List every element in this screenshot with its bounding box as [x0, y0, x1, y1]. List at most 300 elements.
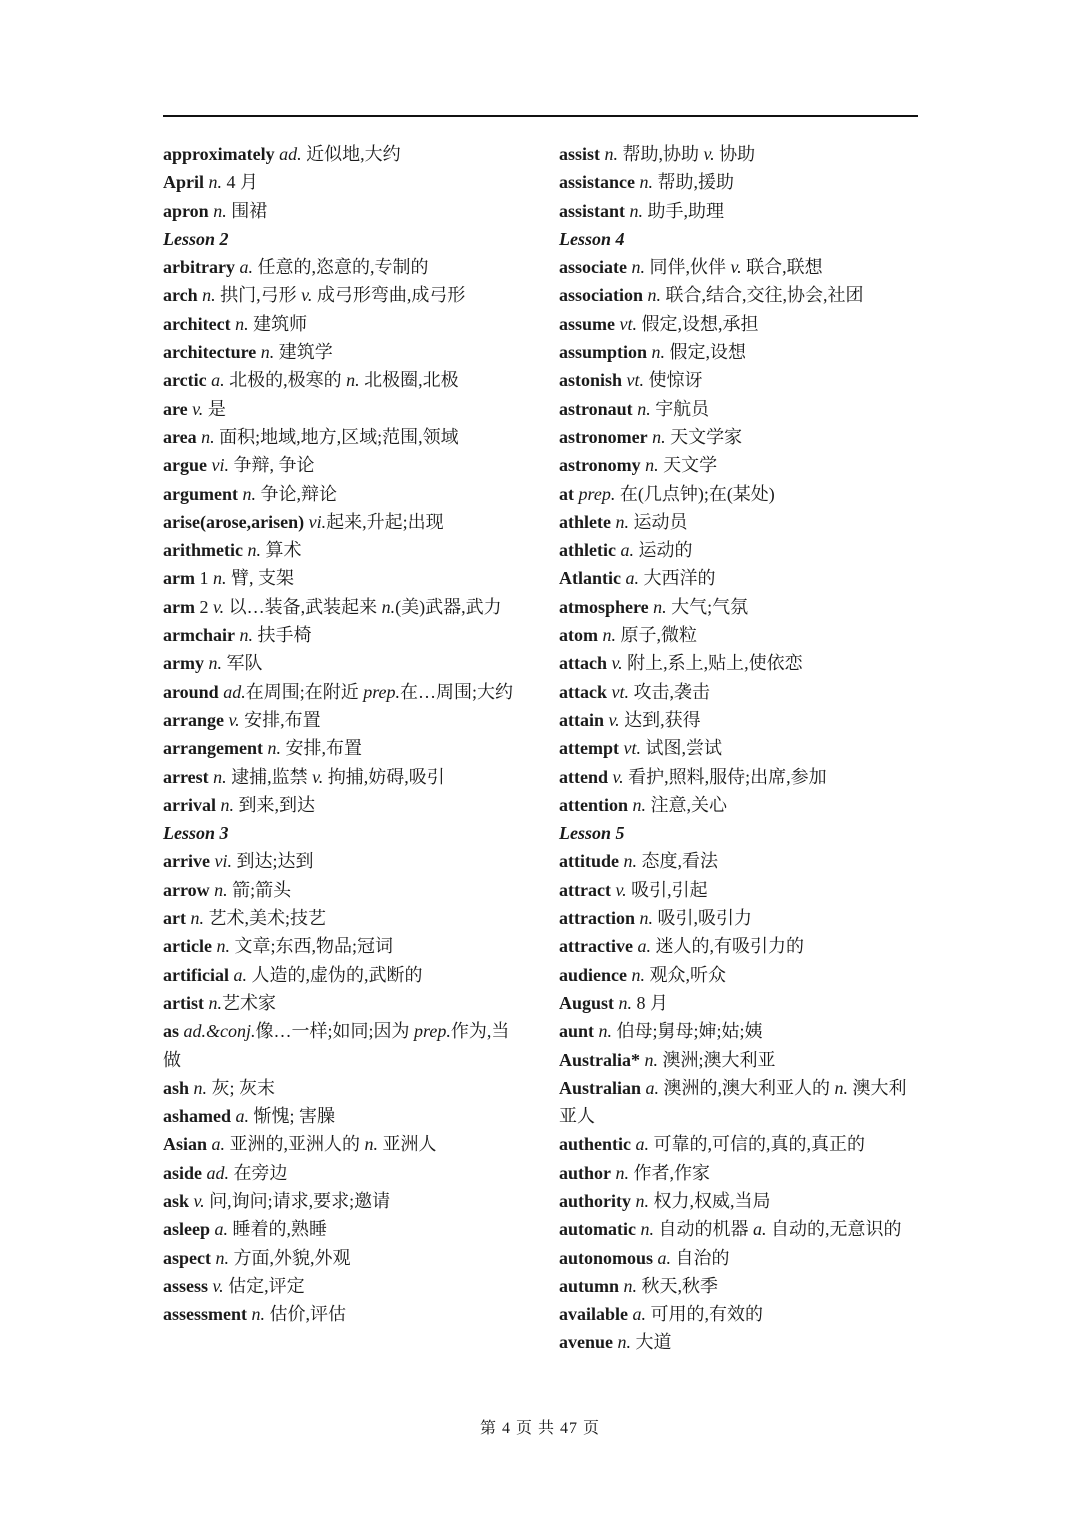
- lesson-heading: Lesson 3: [163, 823, 229, 844]
- definition: 估价,评估: [265, 1304, 346, 1325]
- definition: 使惊讶: [644, 370, 703, 391]
- vocab-entry: [559, 678, 919, 706]
- vocab-entry: [163, 706, 523, 734]
- part-of-speech: v.: [301, 285, 313, 306]
- vocab-entry: [559, 621, 919, 649]
- part-of-speech: n.: [193, 1077, 208, 1098]
- vocab-entry: [559, 451, 919, 479]
- definition: 以…装备,武装起来: [224, 596, 382, 617]
- vocab-entry: [559, 876, 919, 904]
- part-of-speech: n.: [214, 879, 228, 900]
- part-of-speech: n.: [618, 992, 633, 1013]
- entry-word: athletic: [559, 540, 616, 561]
- definition: 算术: [260, 540, 302, 561]
- entry-word: April: [163, 172, 205, 193]
- definition: 像…一样;如同;因为: [255, 1021, 415, 1042]
- vocab-entry: [559, 1187, 919, 1215]
- definition: 4 月: [222, 172, 259, 193]
- definition: 协助: [714, 144, 756, 164]
- vocab-entry: [163, 876, 523, 904]
- vocab-entry: [163, 1244, 523, 1272]
- entry-word: associate: [559, 257, 627, 278]
- definition: 逮捕,监禁: [226, 766, 313, 787]
- entry-word: argue: [163, 455, 207, 476]
- definition: 假定,设想: [665, 342, 747, 363]
- definition: 澳大利亚人: [559, 1077, 907, 1127]
- definition: 安排,布置: [239, 709, 321, 730]
- part-of-speech: a.: [632, 1304, 647, 1325]
- vocab-entry: [163, 791, 523, 819]
- part-of-speech: prep.: [578, 483, 616, 504]
- definition: 艺术家: [221, 992, 276, 1013]
- definition: 注意,关心: [646, 794, 727, 815]
- definition: 可靠的,可信的,真的,真正的: [649, 1134, 865, 1155]
- vocab-entry: [163, 1159, 523, 1187]
- vocab-entry: [163, 395, 523, 423]
- lesson-heading: Lesson 5: [559, 823, 625, 844]
- entry-word: avenue: [559, 1332, 613, 1353]
- vocab-entry: [163, 338, 523, 366]
- part-of-speech: n.: [623, 851, 637, 872]
- entry-word: assist: [559, 144, 601, 164]
- entry-word: ash: [163, 1077, 190, 1098]
- entry-word: assume: [559, 313, 616, 334]
- definition: 面积;地域,地方,区域;范围,领域: [214, 426, 459, 447]
- definition: 在旁边: [229, 1162, 288, 1183]
- entry-word: attitude: [559, 851, 619, 872]
- vocab-entry: [163, 1130, 523, 1158]
- definition: 在周围;在附近: [245, 681, 364, 702]
- part-of-speech: vt.: [626, 370, 645, 391]
- vocab-entry: [163, 678, 523, 706]
- definition: 联合,联想: [741, 257, 823, 278]
- vocab-entry: [559, 140, 919, 168]
- part-of-speech: n.: [213, 200, 227, 221]
- entry-word: Australian: [559, 1077, 642, 1098]
- part-of-speech: vi.: [211, 455, 229, 476]
- definition: 秋天,秋季: [637, 1275, 719, 1296]
- entry-word: assess: [163, 1275, 209, 1296]
- definition: 自动的机器: [653, 1219, 753, 1240]
- definition: 联合,结合,交往,协会,社团: [661, 285, 864, 306]
- vocab-entry: [559, 593, 919, 621]
- vocab-entry: [559, 1215, 919, 1243]
- entry-word: Australia*: [559, 1049, 640, 1070]
- part-of-speech: n.: [208, 992, 222, 1013]
- entry-word: armchair: [163, 625, 235, 646]
- entry-word: astronaut: [559, 398, 633, 419]
- entry-word: assistance: [559, 172, 635, 193]
- part-of-speech: n.: [208, 653, 222, 674]
- entry-word: audience: [559, 964, 628, 985]
- vocab-entry: [163, 847, 523, 875]
- vocab-entry: [163, 197, 523, 225]
- definition: 任意的,恣意的,专制的: [252, 257, 429, 278]
- vocab-entry: [163, 281, 523, 309]
- entry-word: arm: [163, 596, 195, 617]
- part-of-speech: n.: [631, 964, 646, 985]
- vocab-entry: [559, 1046, 919, 1074]
- part-of-speech: n.: [212, 568, 227, 589]
- definition: 问,询问;请求,要求;邀请: [204, 1190, 391, 1211]
- part-of-speech: a.: [637, 936, 651, 957]
- definition: 运动员: [628, 511, 688, 532]
- entry-word: arrest: [163, 766, 209, 787]
- definition: 是: [203, 398, 226, 419]
- definition: 迷人的,有吸引力的: [650, 936, 804, 957]
- entry-word: astonish: [559, 370, 623, 391]
- definition: 在…周围;大约: [400, 681, 514, 702]
- entry-word: ashamed: [163, 1106, 232, 1127]
- vocab-entry: [163, 593, 523, 621]
- definition: 8 月: [632, 992, 669, 1013]
- definition: 攻击,袭击: [629, 681, 710, 702]
- definition: 原子,微粒: [616, 625, 697, 646]
- vocab-entry: [559, 310, 919, 338]
- definition: 澳洲;澳大利亚: [658, 1049, 776, 1070]
- vocab-entry: [559, 168, 919, 196]
- part-of-speech: vt.: [619, 313, 638, 334]
- part-of-speech: a.: [239, 257, 253, 278]
- definition: 2: [199, 596, 213, 617]
- part-of-speech: n.: [242, 483, 256, 504]
- definition: 估定,评定: [223, 1275, 305, 1296]
- part-of-speech: n.: [251, 1304, 265, 1325]
- part-of-speech: n.: [834, 1077, 849, 1098]
- vocab-entry: [559, 395, 919, 423]
- lesson-heading: Lesson 2: [163, 228, 229, 249]
- vocab-entry: [163, 1102, 523, 1130]
- vocab-entry: [163, 734, 523, 762]
- definition: 北极的,极寒的: [224, 370, 347, 391]
- entry-word: art: [163, 908, 186, 929]
- definition: 达到,获得: [619, 709, 701, 730]
- vocab-entry: [163, 508, 523, 536]
- vocab-entry: [559, 1328, 919, 1356]
- definition: 可用的,有效的: [646, 1304, 764, 1325]
- part-of-speech: v.: [228, 709, 240, 730]
- vocab-entry: [163, 989, 523, 1017]
- definition: 建筑师: [248, 313, 308, 334]
- right-column: [559, 140, 919, 1357]
- part-of-speech: a.: [211, 370, 225, 391]
- part-of-speech: ad.: [223, 681, 246, 702]
- vocab-entry: [163, 423, 523, 451]
- part-of-speech: a.: [657, 1247, 672, 1268]
- vocab-entry: [559, 480, 919, 508]
- entry-word: Atlantic: [559, 568, 621, 589]
- definition: 附上,系上,贴上,使依恋: [622, 653, 803, 674]
- part-of-speech: v.: [612, 766, 624, 787]
- entry-word: arch: [163, 285, 198, 306]
- definition: 人造的,虚伪的,武断的: [246, 964, 423, 985]
- definition: 帮助,协助: [618, 144, 704, 164]
- vocab-entry: [559, 961, 919, 989]
- definition: 拘捕,妨碍,吸引: [323, 766, 445, 787]
- entry-word: apron: [163, 200, 209, 221]
- entry-word: autonomous: [559, 1247, 654, 1268]
- entry-word: arm: [163, 568, 195, 589]
- entry-word: arrange: [163, 709, 224, 730]
- vocab-entry: [163, 621, 523, 649]
- part-of-speech: n.: [202, 285, 216, 306]
- entry-word: August: [559, 992, 615, 1013]
- entry-word: atom: [559, 625, 598, 646]
- definition: 到达;达到: [231, 851, 314, 872]
- part-of-speech: v.: [192, 398, 204, 419]
- part-of-speech: n.: [615, 511, 629, 532]
- entry-word: assumption: [559, 342, 648, 363]
- entry-word: arrangement: [163, 738, 263, 759]
- vocab-entry: [559, 791, 919, 819]
- entry-word: astronomy: [559, 455, 641, 476]
- vocab-entry: [163, 253, 523, 281]
- definition: 权力,权威,当局: [649, 1190, 771, 1211]
- entry-word: arctic: [163, 370, 207, 391]
- part-of-speech: n.: [215, 1247, 229, 1268]
- vocab-entry: [163, 310, 523, 338]
- part-of-speech: v.: [312, 766, 324, 787]
- part-of-speech: n.: [267, 738, 281, 759]
- vocab-entry: [559, 253, 919, 281]
- entry-word: Asian: [163, 1134, 208, 1155]
- entry-word: attach: [559, 653, 607, 674]
- vocab-entry: [163, 1272, 523, 1300]
- entry-word: attain: [559, 709, 604, 730]
- vocab-entry: [559, 564, 919, 592]
- entry-word: astronomer: [559, 426, 648, 447]
- part-of-speech: n.: [635, 1190, 649, 1211]
- part-of-speech: n.: [260, 342, 275, 363]
- part-of-speech: n.: [617, 1332, 631, 1353]
- definition: 臂, 支架: [226, 568, 294, 589]
- part-of-speech: a.: [620, 540, 634, 561]
- vocab-entry: [559, 763, 919, 791]
- definition: 吸引,引起: [626, 879, 708, 900]
- definition: 帮助,援助: [653, 172, 734, 193]
- vocab-entry: [559, 649, 919, 677]
- entry-word: arrival: [163, 794, 216, 815]
- definition: (美)武器,武力: [395, 596, 502, 617]
- entry-word: attract: [559, 879, 611, 900]
- vocab-entry: [559, 904, 919, 932]
- part-of-speech: n.: [632, 794, 646, 815]
- definition: 争论,辩论: [256, 483, 337, 504]
- definition: 睡着的,熟睡: [228, 1219, 327, 1240]
- definition: 伯母;舅母;婶;姑;姨: [612, 1021, 763, 1042]
- entry-word: aspect: [163, 1247, 211, 1268]
- part-of-speech: v.: [212, 596, 225, 617]
- entry-word: artist: [163, 992, 204, 1013]
- entry-word: automatic: [559, 1219, 636, 1240]
- vocab-entry: [559, 508, 919, 536]
- vocab-entry: [163, 366, 523, 394]
- part-of-speech: v.: [615, 879, 627, 900]
- part-of-speech: ad.: [206, 1162, 230, 1183]
- entry-word: aside: [163, 1162, 203, 1183]
- vocab-entry: [559, 734, 919, 762]
- part-of-speech: ad.&conj.: [183, 1021, 256, 1042]
- definition: 试图,尝试: [640, 738, 722, 759]
- vocab-entry: [163, 763, 523, 791]
- definition: 1: [199, 568, 213, 589]
- definition: 争辩, 争论: [229, 455, 315, 476]
- entry-word: attack: [559, 681, 607, 702]
- entry-word: ask: [163, 1190, 190, 1211]
- part-of-speech: n.: [239, 625, 253, 646]
- vocab-entry: [163, 904, 523, 932]
- definition: 建筑学: [274, 342, 333, 363]
- definition: 澳洲的,澳大利亚人的: [659, 1077, 835, 1098]
- vocab-entry: [163, 564, 523, 592]
- vocab-entry: [559, 1272, 919, 1300]
- vocab-entry: [163, 932, 523, 960]
- part-of-speech: v.: [608, 709, 620, 730]
- definition: 惭愧; 害臊: [249, 1106, 336, 1127]
- entry-word: at: [559, 483, 574, 504]
- entry-word: authority: [559, 1190, 631, 1211]
- entry-word: arrow: [163, 879, 210, 900]
- part-of-speech: vi.: [308, 511, 327, 532]
- definition: 近似地,大约: [301, 144, 401, 164]
- definition: 观众,听众: [645, 964, 727, 985]
- part-of-speech: n.: [647, 285, 662, 306]
- part-of-speech: n.: [216, 936, 230, 957]
- definition: 围裙: [226, 200, 268, 221]
- definition: 北极圈,北极: [359, 370, 459, 391]
- vocab-entry: [559, 1159, 919, 1187]
- part-of-speech: vi.: [214, 851, 232, 872]
- definition: 看护,照料,服侍;出席,参加: [623, 766, 827, 787]
- definition: 亚洲人: [378, 1134, 437, 1155]
- entry-word: assistant: [559, 200, 626, 221]
- vocab-entry: [559, 1244, 919, 1272]
- entry-word: architect: [163, 313, 231, 334]
- definition: 吸引,吸引力: [652, 908, 752, 929]
- vocab-entry: [559, 423, 919, 451]
- vocab-entry: [559, 847, 919, 875]
- vocab-entry: [559, 1300, 919, 1328]
- part-of-speech: prep.: [414, 1021, 451, 1042]
- vocab-entry: [163, 480, 523, 508]
- part-of-speech: n.: [602, 625, 616, 646]
- part-of-speech: a.: [752, 1219, 767, 1240]
- definition: 方面,外貌,外观: [229, 1247, 351, 1268]
- vocab-entry: [559, 197, 919, 225]
- definition: 助手,助理: [643, 200, 725, 221]
- vocab-entry: [163, 649, 523, 677]
- entry-word: arithmetic: [163, 540, 243, 561]
- definition: 安排,布置: [280, 738, 362, 759]
- definition: 大道: [631, 1332, 672, 1353]
- vocab-entry: [559, 281, 919, 309]
- vocab-entry: [559, 1017, 919, 1045]
- definition: 起来,升起;出现: [326, 511, 444, 532]
- definition: 同伴,伙伴: [644, 257, 731, 278]
- part-of-speech: n.: [644, 1049, 658, 1070]
- vocab-entry: [163, 1017, 523, 1074]
- definition: 大气;气氛: [666, 596, 749, 617]
- part-of-speech: v.: [212, 1275, 224, 1296]
- part-of-speech: n.: [247, 540, 261, 561]
- part-of-speech: n.: [631, 257, 645, 278]
- definition: 作者,作家: [629, 1162, 711, 1183]
- entry-word: attraction: [559, 908, 635, 929]
- definition: 文章;东西,物品;冠词: [229, 936, 393, 957]
- vocab-entry: [163, 1074, 523, 1102]
- part-of-speech: a.: [235, 1106, 250, 1127]
- part-of-speech: n.: [637, 398, 651, 419]
- definition: 亚洲的,亚洲人的: [225, 1134, 365, 1155]
- entry-word: assessment: [163, 1304, 247, 1325]
- part-of-speech: a.: [625, 568, 639, 589]
- definition: 假定,设想,承担: [637, 313, 759, 334]
- entry-word: attractive: [559, 936, 633, 957]
- vocab-entry: [559, 338, 919, 366]
- entry-word: are: [163, 398, 188, 419]
- part-of-speech: n.: [615, 1162, 630, 1183]
- definition: 在(几点钟);在(某处): [615, 483, 775, 504]
- part-of-speech: n.: [653, 596, 667, 617]
- entry-word: authentic: [559, 1134, 631, 1155]
- entry-word: association: [559, 285, 644, 306]
- part-of-speech: n.: [639, 908, 653, 929]
- entry-word: artificial: [163, 964, 229, 985]
- definition: 到来,到达: [233, 794, 315, 815]
- entry-word: as: [163, 1021, 180, 1042]
- part-of-speech: n.: [346, 370, 360, 391]
- left-column: [163, 140, 523, 1328]
- part-of-speech: a.: [233, 964, 247, 985]
- entry-word: available: [559, 1304, 629, 1325]
- page-footer: 第 4 页 共 47 页: [479, 1420, 600, 1437]
- definition: 灰; 灰末: [207, 1077, 276, 1098]
- definition: 天文学家: [665, 426, 743, 447]
- part-of-speech: n.: [201, 426, 215, 447]
- part-of-speech: vt.: [611, 681, 629, 702]
- part-of-speech: n.: [640, 1219, 654, 1240]
- entry-word: atmosphere: [559, 596, 649, 617]
- definition: 大西洋的: [639, 568, 716, 589]
- vocab-entry: [163, 1187, 523, 1215]
- vocab-entry: [559, 366, 919, 394]
- vocab-entry: [163, 451, 523, 479]
- part-of-speech: n.: [623, 1275, 638, 1296]
- vocab-entry: [163, 1300, 523, 1328]
- vocab-entry: [559, 1074, 919, 1131]
- definition: 作为,当做: [163, 1021, 510, 1070]
- entry-word: attention: [559, 794, 628, 815]
- part-of-speech: n.: [235, 313, 249, 334]
- part-of-speech: vt.: [623, 738, 641, 759]
- vocab-entry: [559, 706, 919, 734]
- part-of-speech: n.: [213, 766, 227, 787]
- vocab-entry: [163, 961, 523, 989]
- vocab-entry: [163, 536, 523, 564]
- entry-word: arise(arose,arisen): [163, 511, 305, 532]
- part-of-speech: a.: [211, 1134, 226, 1155]
- entry-word: area: [163, 426, 197, 447]
- part-of-speech: n.: [381, 596, 396, 617]
- vocab-entry: [559, 932, 919, 960]
- definition: 态度,看法: [637, 851, 718, 872]
- entry-word: athlete: [559, 511, 611, 532]
- definition: 军队: [221, 653, 263, 674]
- top-rule: [163, 115, 918, 117]
- entry-word: author: [559, 1162, 612, 1183]
- entry-word: arrive: [163, 851, 210, 872]
- definition: 箭;箭头: [227, 879, 292, 900]
